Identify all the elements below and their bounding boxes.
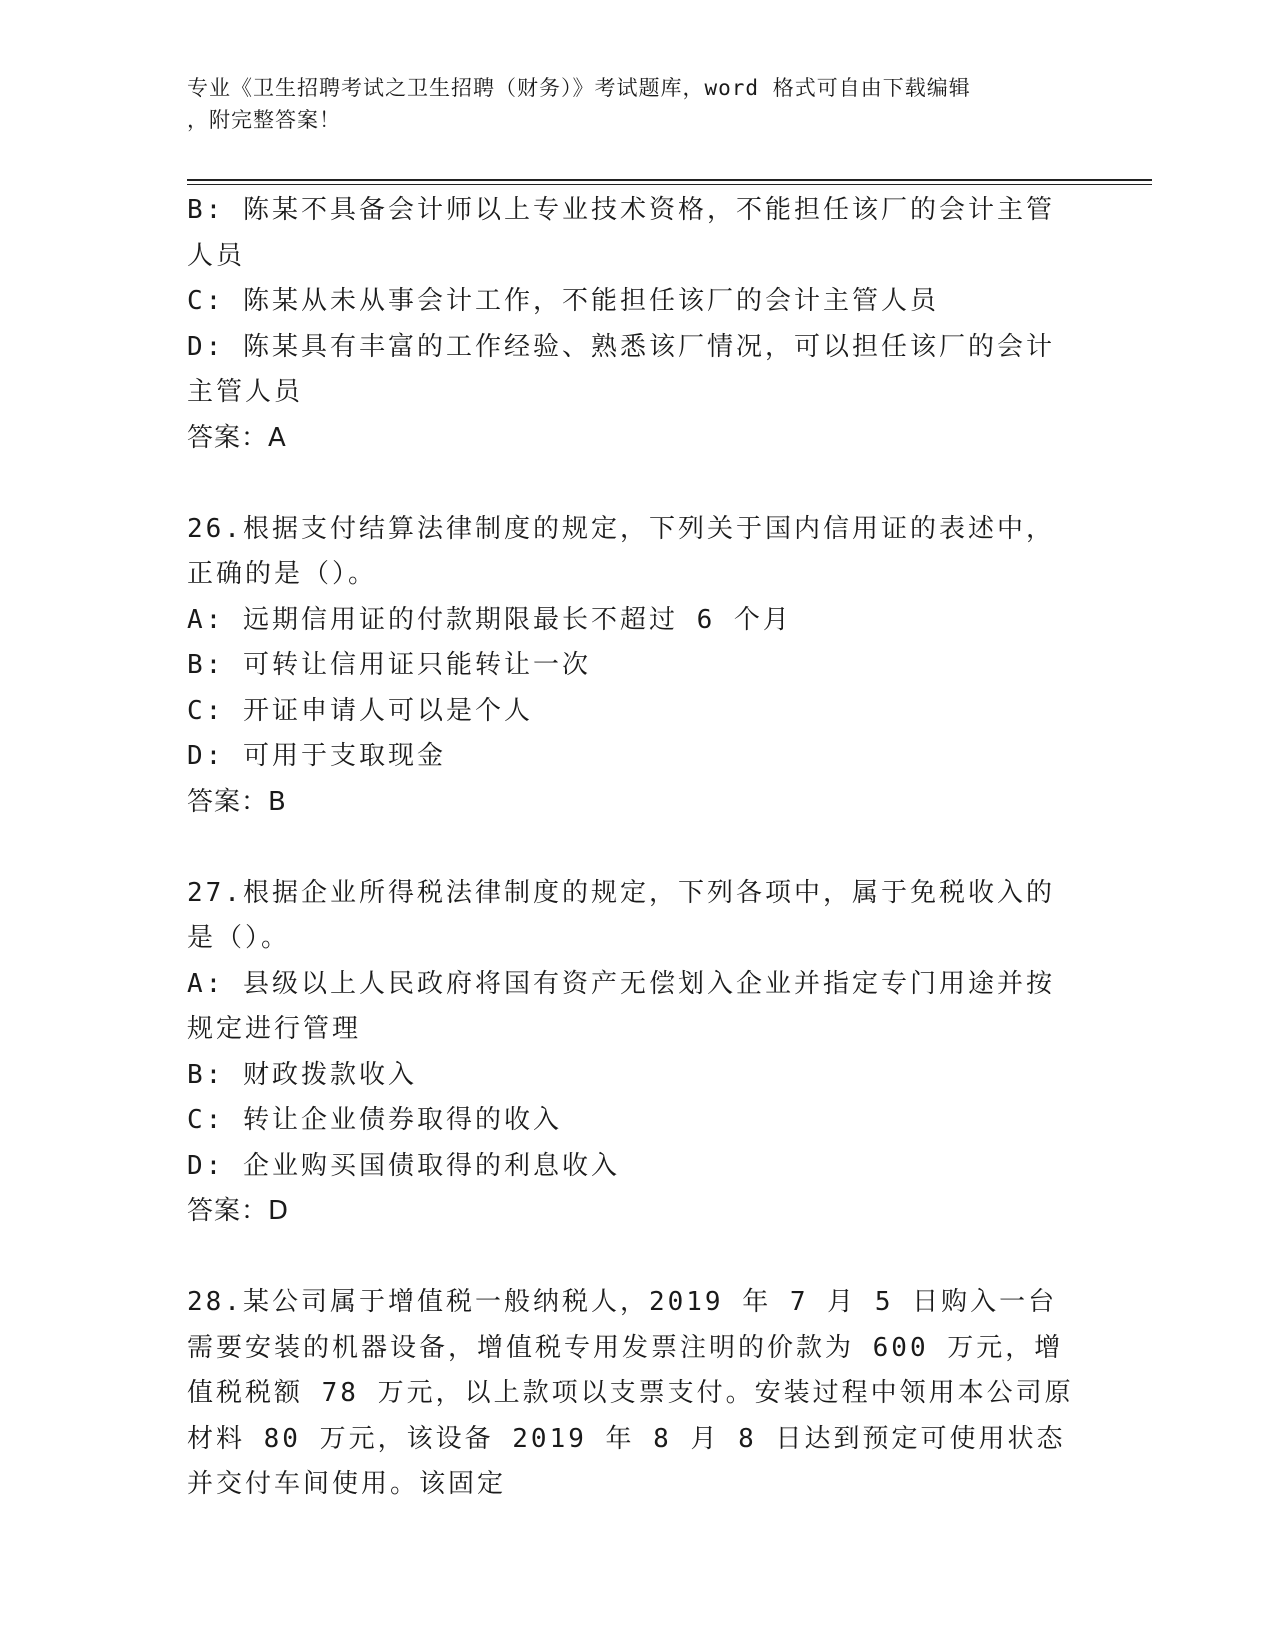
spacer [187,825,1077,871]
spacer [187,1235,1077,1281]
q27-question: 27.根据企业所得税法律制度的规定，下列各项中，属于免税收入的是（）。 [187,877,1055,953]
q25-answer: 答案：A [187,422,287,453]
q27-answer: 答案：D [187,1196,290,1226]
header-rule-thick [187,179,1152,181]
question-content [187,188,1077,1508]
q26-option-a: A: 远期信用证的付款期限最长不超过 6 个月 [187,604,792,635]
q27-option-a: A: 县级以上人民政府将国有资产无偿划入企业并指定专门用途并按规定进行管理 [187,968,1055,1044]
q27-option-d: D: 企业购买国债取得的利息收入 [187,1150,620,1181]
q26-option-b: B: 可转让信用证只能转让一次 [187,650,591,680]
q25-option-b: B: 陈某不具备会计师以上专业技术资格，不能担任该厂的会计主管人员 [187,195,1055,271]
q26-option-d: D: 可用于支取现金 [187,741,446,771]
question-27-block [187,871,1077,1235]
document-header [187,72,1067,136]
question-26-block [187,507,1077,826]
header-line-2: ，附完整答案！ [187,108,341,132]
q27-option-c: C: 转让企业债券取得的收入 [187,1105,562,1135]
q26-answer: 答案：B [187,786,287,817]
q25-option-d: D: 陈某具有丰富的工作经验、熟悉该厂情况，可以担任该厂的会计主管人员 [187,331,1055,407]
question-25-block [187,188,1077,461]
question-28-block [187,1280,1077,1508]
q27-option-b: B: 财政拨款收入 [187,1059,417,1090]
spacer [187,461,1077,507]
header-rule-thin [187,184,1152,185]
q26-option-c: C: 开证申请人可以是个人 [187,695,533,726]
q26-question: 26.根据支付结算法律制度的规定，下列关于国内信用证的表述中，正确的是（）。 [187,513,1055,589]
q25-option-c: C: 陈某从未从事会计工作，不能担任该厂的会计主管人员 [187,286,939,316]
q28-question: 28.某公司属于增值税一般纳税人，2019 年 7 月 5 日购入一台需要安装的机器设备，增值税专用发票注明的价款为 600 万元，增值税税额 78 万元，以上款项以支票支付。安装过程中领用本公司原材料 80 万元，该设备 2019 年 8 月 8 日达到预定可使用状态并交付车间使用。该固定 [187,1287,1074,1499]
header-line-1: 专业《卫生招聘考试之卫生招聘（财务）》考试题库，word 格式可自由下载编辑 [187,76,971,100]
